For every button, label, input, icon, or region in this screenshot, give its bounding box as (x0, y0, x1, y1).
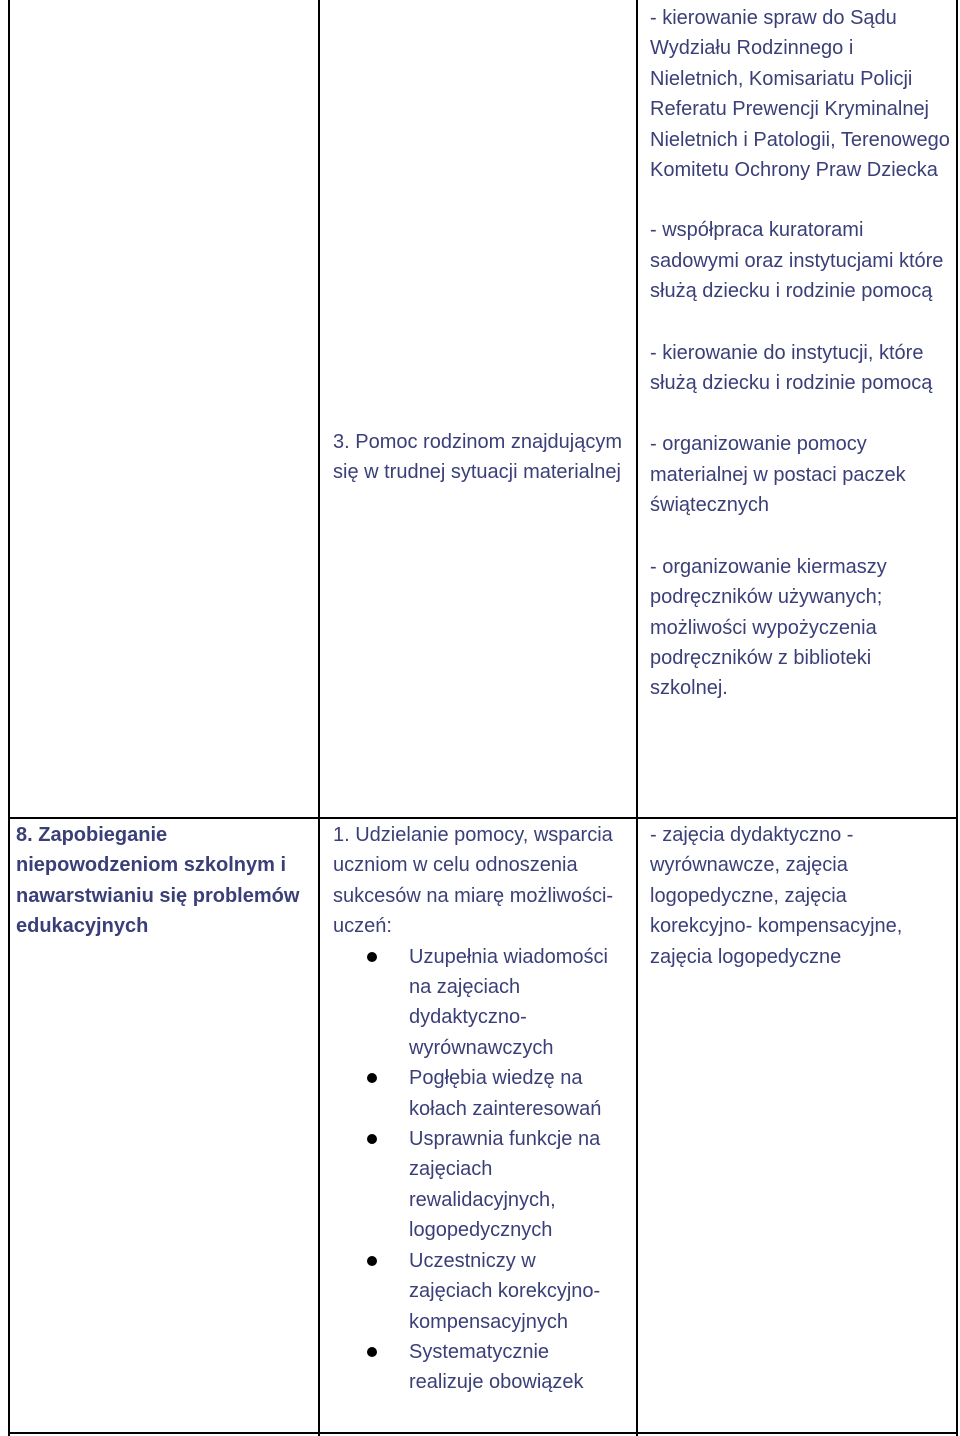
row2-left-cell (16, 820, 312, 942)
list-item (333, 942, 623, 1064)
list-item-text: Uczestniczy w zajęciach korekcyjno-kompensacyjnych (409, 1249, 601, 1333)
section-heading: 8. Zapobieganie niepowodzeniom szkolnym i nawarstwianiu się problemów edukacyjnych (16, 824, 300, 938)
bullet-icon (367, 1134, 377, 1144)
action-paragraph: - kierowanie spraw do Sądu Wydziału Rodzinnego i Nieletnich, Komisariatu Policji Referatu Prewencji Kryminalnej Nieletnich i Patologii, Terenowego Komitetu Ochrony Praw Dziecka (650, 7, 950, 182)
row1-middle-cell (333, 427, 623, 488)
action-paragraph: - organizowanie kiermaszy podręczników używanych; możliwości wypożyczenia podręczników z biblioteki szkolnej. (650, 555, 887, 700)
table-row-divider (8, 817, 958, 819)
action-paragraph: - kierowanie do instytucji, które służą dziecku i rodzinie pomocą (650, 341, 933, 395)
list-item-text: Pogłębia wiedzę na kołach zainteresowań (409, 1067, 602, 1120)
list-item (333, 1063, 623, 1124)
action-paragraph: - zajęcia dydaktyczno - wyrównawcze, zajęcia logopedyczne, zajęcia korekcyjno- kompensacyjne, zajęcia logopedyczne (650, 824, 903, 968)
bullet-icon (367, 1073, 377, 1083)
list-item-text: Uzupełnia wiadomości na zajęciach dydaktyczno-wyrównawczych (409, 945, 608, 1059)
table-border-left (8, 0, 10, 1436)
list-item (333, 1124, 623, 1246)
row2-middle-cell (333, 820, 623, 1398)
action-paragraph: - współpraca kuratorami sadowymi oraz instytucjami które służą dziecku i rodzinie pomocą (650, 219, 944, 303)
bullet-icon (367, 952, 377, 962)
table-border-right (956, 0, 958, 1436)
support-intro: 1. Udzielanie pomocy, wsparcia uczniom w celu odnoszenia sukcesów na miarę możliwości- uczeń: (333, 824, 614, 938)
student-activity-list (333, 942, 623, 1398)
list-item-text: Systematycznie realizuje obowiązek (409, 1340, 584, 1394)
action-paragraph: - organizowanie pomocy materialnej w postaci paczek świątecznych (650, 433, 906, 517)
row1-right-cell (650, 3, 950, 704)
list-item-text: Usprawnia funkcje na zajęciach rewalidacyjnych, logopedycznych (409, 1128, 601, 1242)
table-border-bottom (8, 1432, 958, 1434)
bullet-icon (367, 1256, 377, 1266)
support-item-title: 3. Pomoc rodzinom znajdującym się w trudnej sytuacji materialnej (333, 431, 623, 484)
list-item (333, 1246, 623, 1337)
bullet-icon (367, 1347, 377, 1357)
table-column-divider-2 (636, 0, 638, 1436)
row2-right-cell (650, 820, 950, 972)
list-item (333, 1337, 623, 1398)
table-column-divider-1 (318, 0, 320, 1436)
